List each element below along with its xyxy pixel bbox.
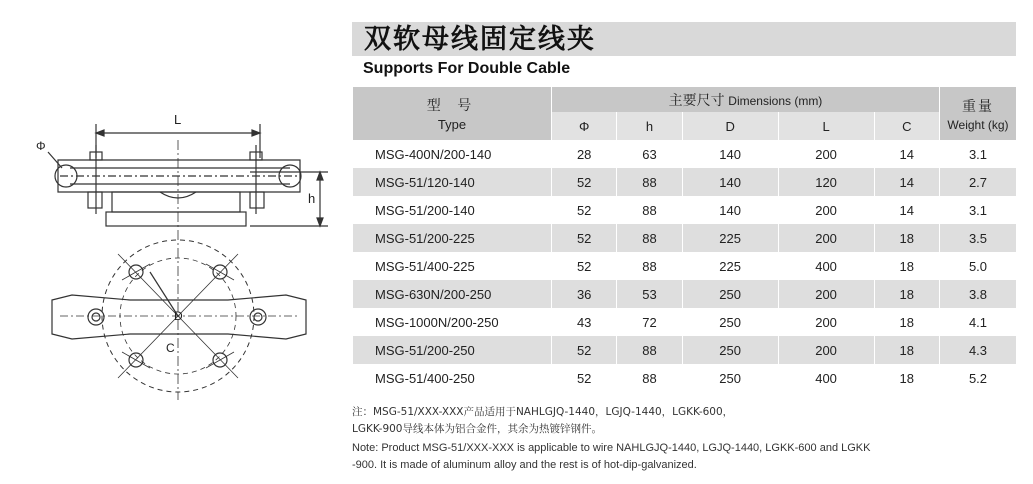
table-row: MSG-400N/200-140 28 63 140 200 14 3.1 (353, 140, 1017, 168)
table-row: MSG-51/400-225 52 88 225 400 18 5.0 (353, 252, 1017, 280)
header-weight: 重量 Weight (kg) (940, 87, 1017, 140)
label-h: h (308, 191, 316, 206)
page-title-cn: 双软母线固定线夹 (364, 24, 596, 55)
subheader-c: C (874, 112, 939, 140)
label-c: C (166, 341, 175, 355)
table-row: MSG-51/200-140 52 88 140 200 14 3.1 (353, 196, 1017, 224)
table-row: MSG-630N/200-250 36 53 250 200 18 3.8 (353, 280, 1017, 308)
label-d: D (174, 309, 183, 323)
specification-table (352, 87, 1016, 392)
table-row: MSG-51/120-140 52 88 140 120 14 2.7 (353, 168, 1017, 196)
table-row: MSG-51/200-225 52 88 225 200 18 3.5 (353, 224, 1017, 252)
subheader-l: L (778, 112, 874, 140)
header-dimensions: 主要尺寸 Dimensions (mm) (552, 87, 940, 112)
table-row: MSG-1000N/200-250 43 72 250 200 18 4.1 (353, 308, 1017, 336)
header-type: 型 号 Type (353, 87, 552, 140)
table-header-row (353, 87, 1017, 112)
label-phi: Φ (36, 139, 46, 153)
label-l: L (174, 112, 182, 127)
note-en-line2: -900. It is made of aluminum alloy and the rest is of hot-dip-galvanized. (352, 459, 697, 471)
page-title-en: Supports For Double Cable (363, 60, 571, 77)
subheader-h: h (617, 112, 682, 140)
table-row: MSG-51/400-250 52 88 250 400 18 5.2 (353, 364, 1017, 392)
technical-drawing (0, 0, 350, 484)
table-row: MSG-51/200-250 52 88 250 200 18 4.3 (353, 336, 1017, 364)
note-cn-line2: LGKK-900导线本体为铝合金件，其余为热镀锌钢件。 (352, 423, 602, 435)
note-cn-line1: 注：MSG-51/XXX-XXX产品适用于NAHLGJQ-1440，LGJQ-1440，LGKK-600， (352, 406, 734, 418)
subheader-d: D (682, 112, 778, 140)
subheader-phi: Φ (552, 112, 617, 140)
note-en-line1: Note: Product MSG-51/XXX-XXX is applicable to wire NAHLGJQ-1440, LGJQ-1440, LGKK-600 and LGKK (352, 442, 871, 454)
